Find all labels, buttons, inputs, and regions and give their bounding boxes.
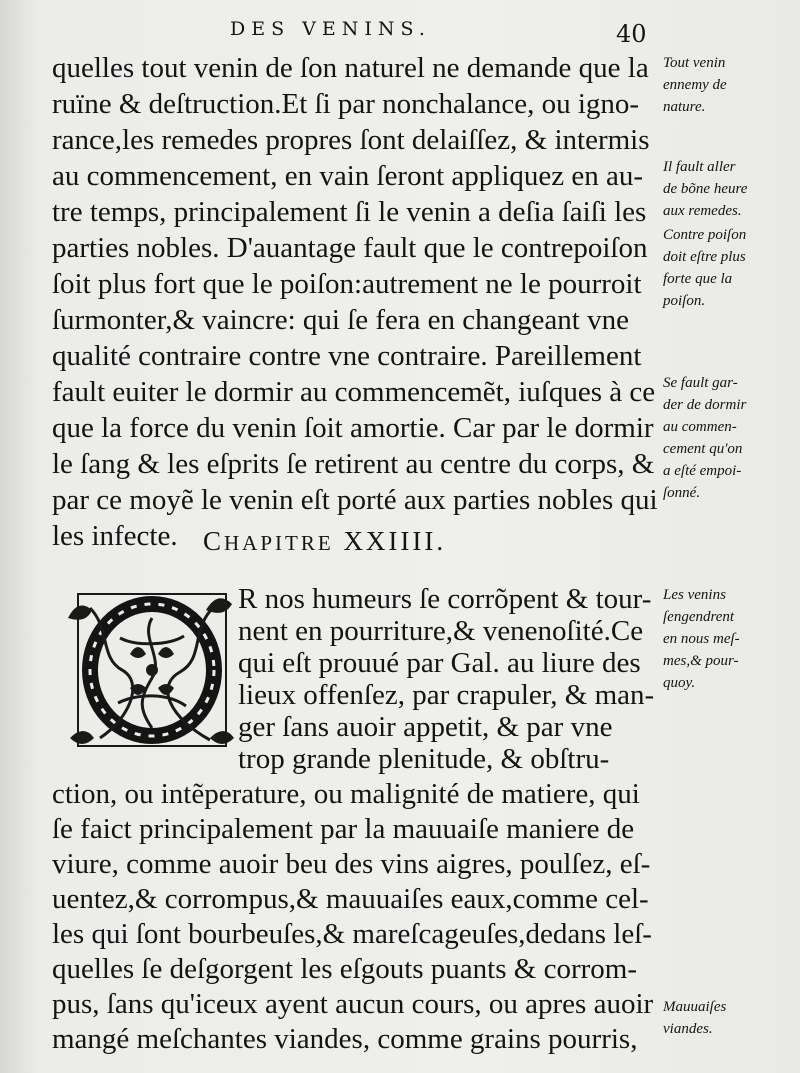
body-line: tre temps, principalement ſi le venin a deſia ſaiſi les xyxy=(52,196,647,228)
margin-note: Se fault gar- der de dormir au commen- cement qu'on a eſté empoi- ſonné. xyxy=(663,375,747,501)
body-line: qualité contraire contre vne contraire. Pareillement xyxy=(52,340,642,372)
body-line: quelles tout venin de ſon naturel ne demande que la xyxy=(52,52,649,84)
decorated-initial-o xyxy=(60,588,234,756)
running-title: DES VENINS. xyxy=(230,18,431,40)
chapter-heading-number: XXIIII. xyxy=(343,526,447,556)
margin-note: Il fault aller de bõne heure aux remedes. xyxy=(663,159,748,219)
body-line: rance,les remedes propres ſont delaiſſez, & intermis xyxy=(52,124,650,156)
chapter-line: viure, comme auoir beu des vins aigres, poulſez, eſ- xyxy=(52,848,651,880)
chapter-line: mangé meſchantes viandes, comme grains pourris, xyxy=(52,1023,638,1055)
chapter-line: nent en pourriture,& venenoſité.Ce xyxy=(238,615,644,647)
chapter-heading-word: HAPITRE xyxy=(224,531,334,555)
body-line: ſurmonter,& vaincre: qui ſe fera en changeant vne xyxy=(52,304,629,336)
body-line: les infecte. xyxy=(52,520,178,552)
chapter-line: ſe faict principalement par la mauuaiſe maniere de xyxy=(52,813,635,845)
chapter-line: pus, ſans qu'iceux ayent aucun cours, ou apres auoir xyxy=(52,988,654,1020)
chapter-line: R nos humeurs ſe corrõpent & tour- xyxy=(238,583,652,615)
body-line: par ce moyẽ le venin eſt porté aux parties nobles qui xyxy=(52,484,658,516)
margin-note: Mauuaiſes viandes. xyxy=(663,999,727,1037)
chapter-line: les qui ſont bourbeuſes,& mareſcageuſes,dedans leſ- xyxy=(52,918,652,950)
body-line: au commencement, en vain ſeront appliquez en au- xyxy=(52,160,644,192)
chapter-line: quelles ſe deſgorgent les eſgouts puants & corrom- xyxy=(52,953,637,985)
chapter-line: trop grande plenitude, & obſtru- xyxy=(238,743,610,775)
chapter-line: lieux offenſez, par crapuler, & man- xyxy=(238,679,655,711)
chapter-line: ger ſans auoir appetit, & par vne xyxy=(238,711,613,743)
margin-note: Les venins ſengendrent en nous meſ- mes,& pour- quoy. xyxy=(663,587,740,691)
chapter-heading-initial: C xyxy=(203,526,225,556)
body-line: fault euiter le dormir au commencemẽt, iuſques à ce xyxy=(52,376,656,408)
body-line: le ſang & les eſprits ſe retirent au centre du corps, & xyxy=(52,448,655,480)
body-line: parties nobles. D'auantage fault que le contrepoiſon xyxy=(52,232,648,264)
chapter-line: qui eſt prouué par Gal. au liure des xyxy=(238,647,641,679)
margin-note: Tout venin ennemy de nature. xyxy=(663,55,727,115)
body-line: que la force du venin ſoit amortie. Car par le dormir xyxy=(52,412,654,444)
chapter-line: ction, ou intẽperature, ou malignité de matiere, qui xyxy=(52,778,640,810)
chapter-heading xyxy=(203,526,446,557)
body-line: ſoit plus fort que le poiſon:autrement ne le pourroit xyxy=(52,268,642,300)
margin-note: Contre poiſon doit eſtre plus forte que la poiſon. xyxy=(663,227,747,309)
page-number: 40 xyxy=(616,20,647,48)
body-line: ruïne & deſtruction.Et ſi par nonchalance, ou igno- xyxy=(52,88,640,120)
chapter-line: uentez,& corrompus,& mauuaiſes eaux,comme cel- xyxy=(52,883,649,915)
